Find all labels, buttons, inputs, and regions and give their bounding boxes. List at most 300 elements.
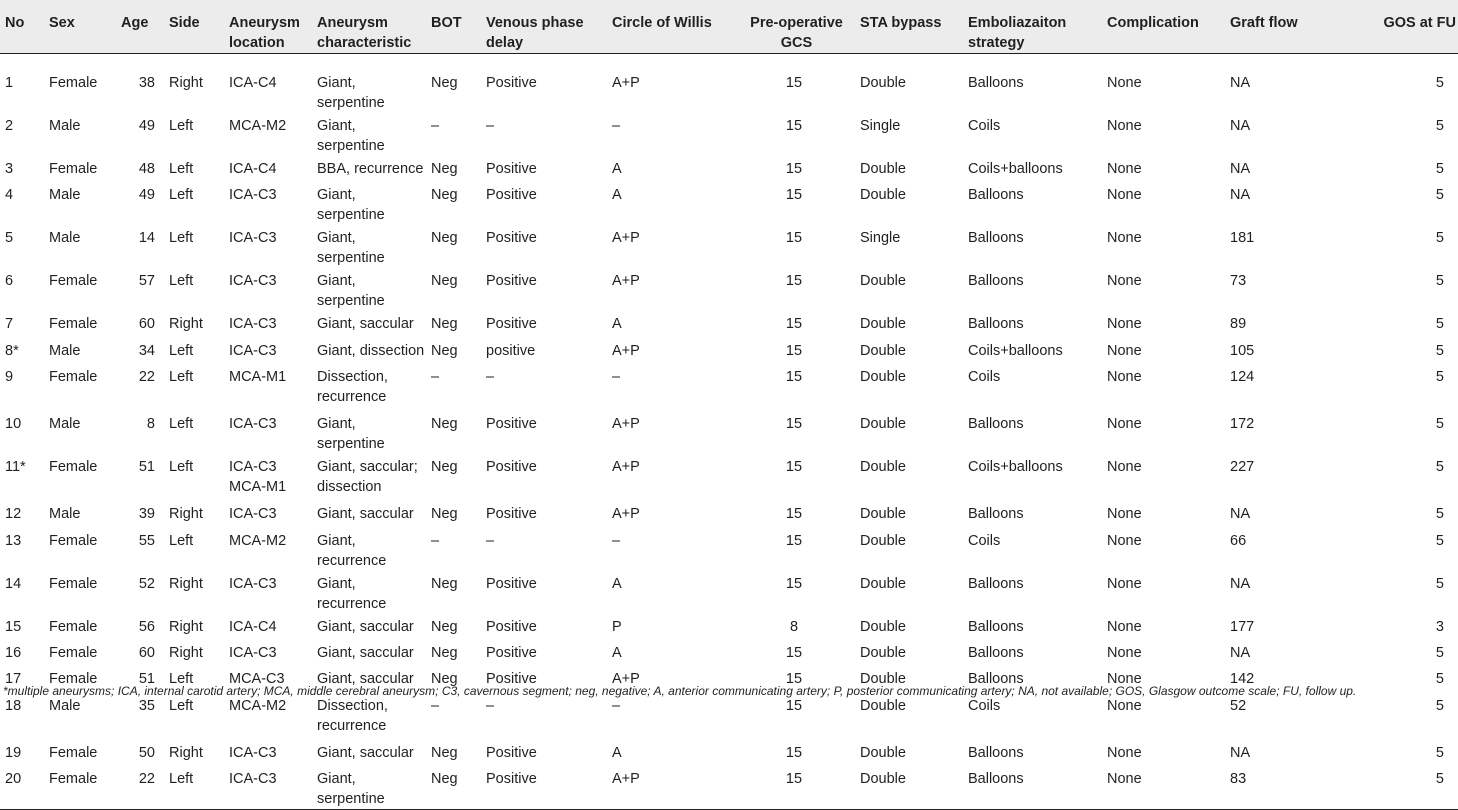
cell-graft-flow: NA: [1230, 118, 1251, 134]
cell-gcs: 15: [785, 532, 803, 549]
cell-no: 4: [5, 187, 14, 204]
cell-venous-delay: Positive: [486, 230, 537, 247]
cell-age: 50: [138, 744, 155, 761]
cell-sta-bypass: Double: [855, 766, 963, 810]
header-embolization-strategy: Emboliazaiton strategy: [963, 0, 1102, 54]
cell-circle-of-willis: A+P: [612, 75, 640, 91]
cell-venous-delay: Positive: [486, 316, 537, 333]
cell-age: 35: [138, 697, 155, 714]
cell-complication: None: [1107, 273, 1142, 290]
cell-no: 10: [5, 416, 22, 433]
header-no: No: [0, 0, 44, 54]
cell-characteristic: Giant, saccular: [317, 316, 414, 333]
cell-graft-flow: 73: [1230, 273, 1247, 290]
cell-side: Left: [169, 342, 194, 359]
cell-venous-delay: positive: [486, 342, 536, 359]
cell-graft-flow: NA: [1230, 187, 1251, 204]
cell-circle-of-willis: A+P: [612, 342, 640, 359]
table-row: [0, 225, 1458, 268]
cell-venous-delay: Positive: [481, 766, 607, 810]
cell-graft-flow: 83: [1225, 766, 1329, 810]
cell-age: 22: [138, 369, 155, 386]
cell-graft-flow: NA: [1230, 644, 1251, 661]
cell-no: 19: [5, 744, 22, 761]
cell-gcs: 15: [785, 506, 803, 523]
cell-complication: None: [1107, 671, 1142, 688]
cell-side: Left: [169, 161, 194, 177]
cell-location: ICA-C4: [229, 161, 277, 177]
cell-age: 52: [138, 575, 155, 592]
cell-sta-bypass: Double: [860, 187, 906, 204]
cell-side: Left: [169, 187, 194, 204]
cell-gcs: 15: [785, 459, 803, 476]
cell-embolization: Coils: [968, 697, 1001, 714]
cell-sta-bypass: Single: [860, 230, 901, 247]
cell-circle-of-willis: –: [612, 697, 621, 714]
cell-circle-of-willis: –: [612, 532, 621, 549]
cell-gcs: 15: [785, 161, 803, 177]
cell-graft-flow: NA: [1230, 75, 1251, 91]
cell-complication: None: [1107, 416, 1142, 433]
header-aneurysm-location: Aneurysm location: [224, 0, 312, 54]
cell-venous-delay: Positive: [486, 506, 537, 523]
cell-gcs: 8: [789, 618, 799, 635]
cell-gos: 5: [1435, 316, 1444, 333]
cell-graft-flow: 227: [1230, 459, 1255, 476]
cell-graft-flow: 89: [1230, 316, 1247, 333]
cell-bot: Neg: [431, 316, 458, 333]
cell-location: MCA-M2: [229, 118, 287, 134]
cell-circle-of-willis: A+P: [612, 506, 640, 523]
table-row: [0, 766, 1458, 810]
cell-gos: 5: [1435, 506, 1444, 523]
cell-characteristic: Giant, serpentine: [317, 75, 385, 111]
cell-side: Left: [169, 459, 194, 476]
cell-complication: None: [1107, 618, 1142, 635]
cell-circle-of-willis: A: [612, 161, 622, 177]
table-row: [0, 156, 1458, 182]
cell-circle-of-willis: A+P: [607, 766, 733, 810]
table-row: [0, 614, 1458, 640]
cell-bot: Neg: [431, 273, 458, 290]
cell-characteristic: Giant, saccular; dissection: [317, 459, 418, 496]
cell-no: 2: [5, 118, 14, 134]
cell-gcs: 15: [785, 575, 803, 592]
header-circle-of-willis: Circle of Willis: [607, 0, 733, 54]
header-age: Age: [116, 0, 164, 54]
table-row: [0, 571, 1458, 614]
cell-embolization: Coils+balloons: [968, 342, 1063, 359]
cell-graft-flow: NA: [1230, 506, 1251, 523]
cell-sex: Male: [49, 342, 81, 359]
cell-no: 17: [5, 671, 22, 688]
cell-complication: None: [1107, 506, 1142, 523]
cell-gos: 5: [1435, 575, 1444, 592]
cell-sta-bypass: Double: [860, 671, 906, 688]
cell-sta-bypass: Double: [860, 369, 906, 386]
header-aneurysm-characteristic: Aneurysm characteristic: [312, 0, 426, 54]
header-pre-operative-gcs: Pre-operative GCS: [733, 0, 855, 54]
cell-gos: 5: [1435, 161, 1444, 177]
cell-no: 7: [5, 316, 14, 333]
cell-bot: Neg: [431, 644, 458, 661]
cell-complication: None: [1102, 766, 1225, 810]
cell-age: 8: [146, 416, 155, 433]
cell-graft-flow: NA: [1230, 161, 1251, 177]
cell-no: 20: [0, 766, 44, 810]
cell-graft-flow: 177: [1230, 618, 1255, 635]
cell-embolization: Balloons: [968, 506, 1024, 523]
cell-side: Left: [169, 671, 194, 688]
cell-characteristic: Giant, saccular: [317, 644, 414, 661]
cell-graft-flow: 66: [1230, 532, 1247, 549]
cell-embolization: Balloons: [968, 618, 1024, 635]
cell-location: ICA-C3: [229, 230, 277, 247]
cell-gos: 5: [1435, 532, 1444, 549]
cell-no: 16: [5, 644, 22, 661]
table-row: [0, 501, 1458, 527]
cell-characteristic: Giant, saccular: [317, 506, 414, 523]
cell-no: 9: [5, 369, 14, 386]
cell-side: Right: [169, 316, 203, 333]
cell-gcs: 15: [785, 230, 803, 247]
cell-gos: 5: [1329, 766, 1458, 810]
cell-complication: None: [1107, 316, 1142, 333]
header-venous-phase-delay: Venous phase delay: [481, 0, 607, 54]
cell-sta-bypass: Double: [860, 161, 906, 177]
cell-location: MCA-M2: [229, 532, 287, 549]
cell-location: ICA-C3: [229, 342, 277, 359]
cell-circle-of-willis: A: [612, 744, 622, 761]
table-row: [0, 268, 1458, 311]
cell-age: 60: [138, 644, 155, 661]
cell-complication: None: [1107, 459, 1142, 476]
cell-gcs: 15: [785, 416, 803, 433]
cell-characteristic: Giant, serpentine: [317, 187, 385, 224]
cell-sex: Female: [44, 766, 116, 810]
cell-side: Left: [169, 118, 194, 134]
cell-side: Right: [169, 618, 203, 635]
cell-bot: –: [431, 532, 440, 549]
cell-gos: 5: [1435, 416, 1444, 433]
header-sex: Sex: [44, 0, 116, 54]
cell-no: 18: [5, 697, 22, 714]
cell-age: 38: [138, 75, 155, 91]
cell-circle-of-willis: A+P: [612, 416, 640, 433]
cell-venous-delay: Positive: [486, 75, 537, 91]
cell-side: Left: [169, 416, 194, 433]
cell-embolization: Balloons: [968, 316, 1024, 333]
cell-venous-delay: Positive: [486, 575, 537, 592]
cell-side: Left: [169, 697, 194, 714]
cell-sta-bypass: Double: [860, 618, 906, 635]
cell-embolization: Balloons: [968, 230, 1024, 247]
table-row: [0, 338, 1458, 364]
header-graft-flow: Graft flow: [1225, 0, 1329, 54]
table-row: [0, 54, 1458, 114]
cell-location: ICA-C3 MCA-M1: [229, 459, 287, 496]
cell-sex: Female: [49, 369, 98, 386]
cell-gcs: 15: [785, 118, 803, 134]
cell-characteristic: Dissection, recurrence: [317, 697, 388, 734]
cell-location: ICA-C3: [229, 744, 277, 761]
cell-characteristic: Giant, saccular: [317, 618, 414, 635]
cell-bot: Neg: [431, 416, 458, 433]
header-sta-bypass: STA bypass: [855, 0, 963, 54]
cell-gcs: 15: [785, 273, 803, 290]
cell-no: 14: [5, 575, 22, 592]
cell-graft-flow: 105: [1230, 342, 1255, 359]
cell-characteristic: Giant, saccular: [317, 671, 414, 688]
cell-sex: Female: [49, 316, 98, 333]
cell-graft-flow: 124: [1230, 369, 1255, 386]
cell-complication: None: [1107, 744, 1142, 761]
cell-sta-bypass: Double: [860, 316, 906, 333]
cell-embolization: Balloons: [968, 671, 1024, 688]
cell-location: ICA-C3: [229, 316, 277, 333]
cell-no: 6: [5, 273, 14, 290]
cell-age: 14: [138, 230, 155, 247]
cell-gcs: 15: [785, 697, 803, 714]
cell-complication: None: [1107, 644, 1142, 661]
cell-bot: Neg: [431, 230, 458, 247]
cell-characteristic: Giant, recurrence: [317, 532, 387, 569]
cell-side: Right: [169, 506, 203, 523]
cell-venous-delay: Positive: [486, 187, 537, 204]
cell-complication: None: [1107, 532, 1142, 549]
cell-bot: Neg: [431, 744, 458, 761]
cell-bot: Neg: [431, 161, 458, 177]
cell-sex: Female: [49, 459, 98, 476]
cell-side: Left: [164, 766, 224, 810]
header-bot: BOT: [426, 0, 481, 54]
cell-sex: Male: [49, 118, 81, 134]
cell-gos: 5: [1435, 273, 1444, 290]
cell-embolization: Balloons: [968, 416, 1024, 433]
cell-side: Right: [169, 75, 203, 91]
cell-embolization: Balloons: [968, 75, 1024, 91]
table-row: [0, 364, 1458, 411]
cell-sta-bypass: Single: [860, 118, 901, 134]
cell-no: 3: [5, 161, 14, 177]
cell-age: 56: [138, 618, 155, 635]
cell-sex: Female: [49, 644, 98, 661]
cell-bot: Neg: [431, 671, 458, 688]
cell-graft-flow: 52: [1230, 697, 1247, 714]
cell-bot: –: [431, 369, 440, 386]
cell-gos: 3: [1435, 618, 1444, 635]
cell-circle-of-willis: –: [612, 369, 621, 386]
cell-venous-delay: Positive: [486, 161, 537, 177]
cell-no: 15: [5, 618, 22, 635]
cell-sex: Female: [49, 575, 98, 592]
table-footnote: *multiple aneurysms; ICA, internal carotid artery; MCA, middle cerebral aneurysm; C3, cavernous segment; neg, negative; A, anterior communicating artery; P, posterior communicating artery; NA, not available; GOS, Glasgow outcome scale; FU, follow up.: [3, 684, 1357, 698]
cell-complication: None: [1107, 118, 1142, 134]
cell-circle-of-willis: A: [612, 575, 622, 592]
cell-location: ICA-C3: [229, 506, 277, 523]
cell-side: Left: [169, 230, 194, 247]
cell-age: 60: [138, 316, 155, 333]
cell-age: 34: [138, 342, 155, 359]
cell-sex: Male: [49, 506, 81, 523]
cell-location: ICA-C4: [229, 75, 277, 91]
cell-no: 12: [5, 506, 22, 523]
cell-gcs: 15: [785, 644, 803, 661]
cell-location: MCA-M2: [229, 697, 287, 714]
cell-side: Right: [169, 744, 203, 761]
cell-age: 39: [138, 506, 155, 523]
cell-no: 1: [5, 75, 14, 91]
cell-circle-of-willis: A+P: [612, 230, 640, 247]
cell-gos: 5: [1435, 342, 1444, 359]
cell-bot: Neg: [431, 75, 458, 91]
cell-embolization: Coils: [968, 532, 1001, 549]
cell-characteristic: Giant, serpentine: [317, 416, 385, 453]
cell-no: 5: [5, 230, 14, 247]
cell-location: ICA-C3: [229, 273, 277, 290]
cell-sex: Male: [49, 187, 81, 204]
cell-sex: Female: [49, 161, 98, 177]
cell-location: ICA-C3: [229, 644, 277, 661]
cell-sex: Female: [49, 273, 98, 290]
cell-circle-of-willis: A: [612, 316, 622, 333]
header-gos-at-fu: GOS at FU: [1329, 0, 1458, 54]
cell-bot: Neg: [431, 506, 458, 523]
cell-embolization: Coils: [968, 118, 1001, 134]
table-row: [0, 528, 1458, 571]
cell-bot: Neg: [431, 187, 458, 204]
cell-gos: 5: [1435, 671, 1444, 688]
cell-circle-of-willis: –: [612, 118, 621, 134]
table-row: [0, 311, 1458, 337]
cell-embolization: Coils+balloons: [968, 161, 1063, 177]
cell-location: MCA-C3: [229, 671, 285, 688]
cell-venous-delay: Positive: [486, 744, 537, 761]
cell-sta-bypass: Double: [860, 575, 906, 592]
cell-sta-bypass: Double: [860, 459, 906, 476]
cell-embolization: Balloons: [968, 644, 1024, 661]
cell-venous-delay: Positive: [486, 671, 537, 688]
table-row: [0, 113, 1458, 156]
cell-gos: 5: [1435, 697, 1444, 714]
cell-embolization: Balloons: [968, 273, 1024, 290]
cell-embolization: Balloons: [968, 187, 1024, 204]
cell-gcs: 15: [785, 369, 803, 386]
cell-age: 49: [138, 187, 155, 204]
cell-graft-flow: NA: [1230, 575, 1251, 592]
cell-embolization: Balloons: [968, 575, 1024, 592]
header-complication: Complication: [1102, 0, 1225, 54]
cell-sta-bypass: Double: [860, 273, 906, 290]
cell-sex: Male: [49, 697, 81, 714]
cell-gos: 5: [1435, 230, 1444, 247]
table-row: [0, 740, 1458, 766]
cell-complication: None: [1107, 369, 1142, 386]
cell-complication: None: [1107, 230, 1142, 247]
header-side: Side: [164, 0, 224, 54]
cell-gos: 5: [1435, 75, 1444, 91]
cell-location: MCA-M1: [229, 369, 287, 386]
cell-location: ICA-C3: [229, 187, 277, 204]
cell-venous-delay: –: [486, 369, 495, 386]
cell-no: 13: [5, 532, 22, 549]
table-row: [0, 182, 1458, 225]
cell-age: 51: [138, 459, 155, 476]
cell-location: ICA-C3: [229, 416, 277, 433]
cell-venous-delay: Positive: [486, 618, 537, 635]
cell-complication: None: [1107, 575, 1142, 592]
cell-side: Right: [169, 575, 203, 592]
cell-embolization: Balloons: [968, 744, 1024, 761]
cell-side: Right: [169, 644, 203, 661]
cell-circle-of-willis: A+P: [612, 459, 640, 476]
cell-gcs: 15: [785, 187, 803, 204]
cell-sex: Male: [49, 416, 81, 433]
cell-gcs: 15: [785, 75, 803, 91]
cell-sta-bypass: Double: [860, 506, 906, 523]
cell-sex: Female: [49, 744, 98, 761]
cell-complication: None: [1107, 75, 1142, 91]
cell-venous-delay: –: [486, 118, 495, 134]
cell-age: 49: [138, 118, 155, 134]
cell-venous-delay: –: [486, 697, 495, 714]
cell-bot: –: [431, 697, 440, 714]
cell-venous-delay: Positive: [486, 459, 537, 476]
cell-no: 8*: [5, 342, 19, 359]
cell-circle-of-willis: A: [612, 644, 622, 661]
cell-side: Left: [169, 532, 194, 549]
cell-graft-flow: 142: [1230, 671, 1255, 688]
cell-characteristic: Giant, serpentine: [317, 118, 385, 154]
cell-graft-flow: NA: [1230, 744, 1251, 761]
cell-gos: 5: [1435, 118, 1444, 134]
cell-age: 51: [138, 671, 155, 688]
cell-sta-bypass: Double: [860, 342, 906, 359]
cell-characteristic: Giant, recurrence: [317, 575, 387, 612]
cell-characteristic: Giant, serpentine: [317, 273, 385, 310]
cell-sex: Male: [49, 230, 81, 247]
cell-age: 55: [138, 532, 155, 549]
cell-characteristic: BBA, recurrence: [317, 161, 424, 177]
cell-graft-flow: 181: [1230, 230, 1255, 247]
cell-characteristic: Giant, saccular: [317, 744, 414, 761]
cell-sex: Female: [49, 75, 98, 91]
cell-sta-bypass: Double: [860, 532, 906, 549]
cell-gos: 5: [1435, 744, 1444, 761]
cell-venous-delay: Positive: [486, 416, 537, 433]
cell-side: Left: [169, 273, 194, 290]
cell-sex: Female: [49, 532, 98, 549]
cell-sex: Female: [49, 618, 98, 635]
cell-bot: Neg: [431, 342, 458, 359]
cell-characteristic: Giant, serpentine: [312, 766, 426, 810]
cell-graft-flow: 172: [1230, 416, 1255, 433]
table-row: [0, 640, 1458, 666]
cell-bot: Neg: [426, 766, 481, 810]
cell-bot: Neg: [431, 575, 458, 592]
cell-embolization: Balloons: [963, 766, 1102, 810]
table-header-row: [0, 0, 1458, 54]
cell-sta-bypass: Double: [860, 75, 906, 91]
cell-bot: –: [431, 118, 440, 134]
cell-sex: Female: [49, 671, 98, 688]
cell-location: ICA-C3: [229, 575, 277, 592]
cell-venous-delay: –: [486, 532, 495, 549]
cell-sta-bypass: Double: [860, 416, 906, 433]
cell-gos: 5: [1435, 369, 1444, 386]
cell-characteristic: Giant, serpentine: [317, 230, 385, 267]
cell-age: 57: [138, 273, 155, 290]
